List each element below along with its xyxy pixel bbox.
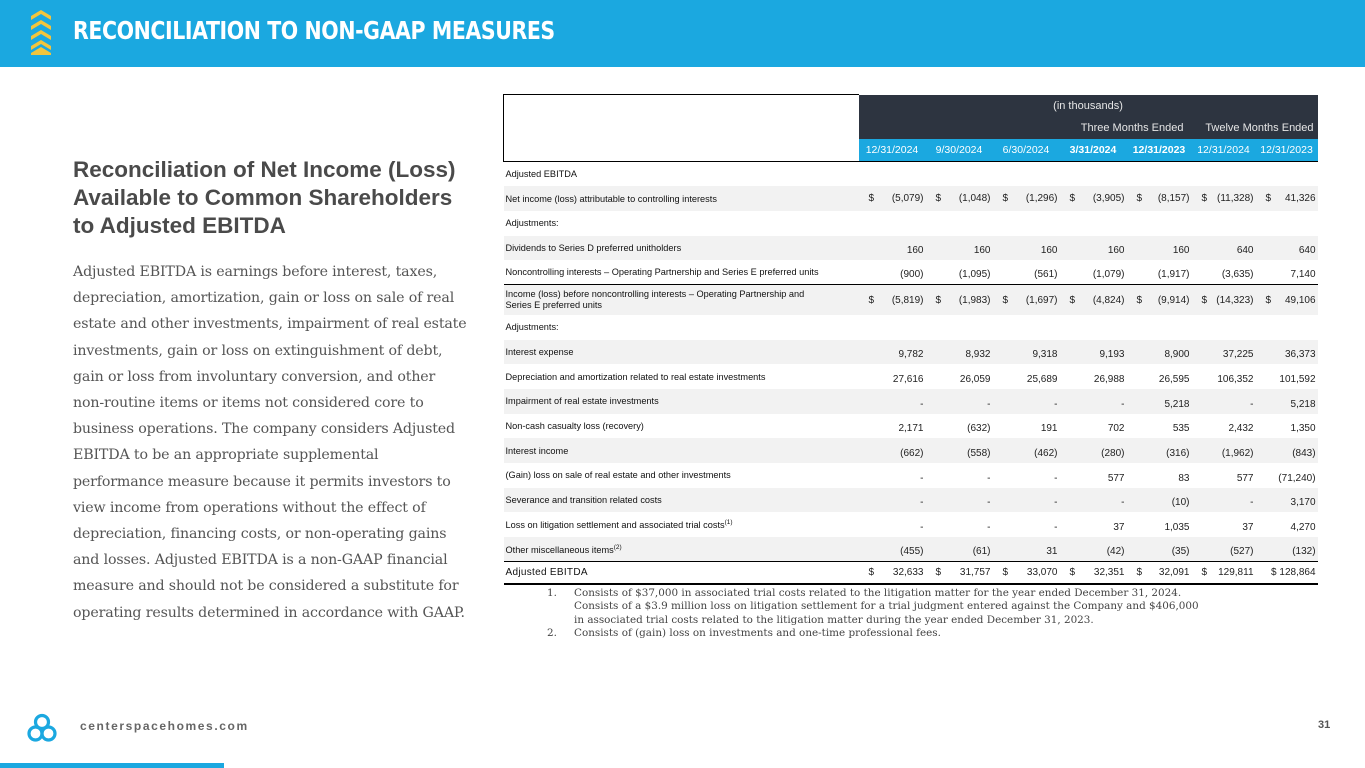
cell-value: (61) xyxy=(926,537,993,562)
table-corner xyxy=(504,95,859,162)
cell-value: (561) xyxy=(993,260,1060,285)
cell-value: 31 xyxy=(993,537,1060,562)
table-row xyxy=(504,236,1318,261)
cell-value: (1,296) xyxy=(1025,193,1058,205)
row-label: (Gain) loss on sale of real estate and other investments xyxy=(505,470,731,481)
table-row xyxy=(504,512,1318,537)
cell-value: 191 xyxy=(1040,423,1058,435)
cell-value: - xyxy=(920,472,924,484)
cell-value: 160 xyxy=(1127,236,1192,261)
row-label: Non-cash casualty loss (recovery) xyxy=(505,421,644,432)
cell-value: - xyxy=(926,389,993,414)
cell-value: 640 xyxy=(1192,236,1256,261)
table-row xyxy=(504,260,1318,285)
cell-value: (132) xyxy=(1256,537,1318,562)
cell-value: (558) xyxy=(926,438,993,463)
cell-value: (1,095) xyxy=(926,260,993,285)
table-row: Net income (loss) attributable to controlling interests $ (5,079) $ (1,048) $ (1,296) $ (3,905) $ (8,157) $ (11,328) $ 41,326 xyxy=(504,186,1318,211)
cell-value: - xyxy=(1060,488,1127,513)
cell-value: (11,328) xyxy=(1216,193,1254,205)
cell-value: - xyxy=(993,389,1060,414)
table-row: Income (loss) before noncontrolling interests – Operating Partnership and Series E preferred units $ (5,819) $ (1,983) $ (1,697) $ (4,824) $ (9,914) $ (14,323) $ 49,106 xyxy=(504,285,1318,315)
group-three-months: Three Months Ended xyxy=(859,117,1192,139)
cell-value: (662) xyxy=(859,438,926,463)
table-row xyxy=(504,537,1318,562)
cell-value: - xyxy=(987,472,991,484)
row-label: Impairment of real estate investments xyxy=(504,389,859,414)
cell-value: 37 xyxy=(1113,522,1125,534)
footnotes xyxy=(547,587,1247,641)
table-row xyxy=(504,340,1318,365)
row-label: Other miscellaneous items$^{(2)}$ xyxy=(504,537,859,562)
row-label: Loss on litigation settlement and associated trial costs$^{(1)}$ xyxy=(505,519,733,531)
cell-value: 4,270 xyxy=(1290,522,1316,534)
table-row xyxy=(504,488,1318,513)
cell-value: 5,218 xyxy=(1127,389,1192,414)
header-bar xyxy=(0,0,1365,67)
cell-value: 41,326 xyxy=(1284,193,1316,205)
row-label: Severance and transition related costs xyxy=(504,488,859,513)
cell-value: 8,900 xyxy=(1127,340,1192,365)
cell-value: (632) xyxy=(967,423,991,435)
cell-value: 83 xyxy=(1178,472,1190,484)
cell-value: - xyxy=(859,389,926,414)
cell-value: 640 xyxy=(1256,236,1318,261)
cell-value: - xyxy=(1192,488,1256,513)
row-label: Adjusted EBITDA xyxy=(504,162,859,187)
row-label: Adjustments: xyxy=(505,218,559,229)
cell-value: (1,697) xyxy=(1025,294,1058,306)
column-header: 12/31/2023 xyxy=(1127,139,1192,162)
row-label: Adjustments: xyxy=(505,322,559,333)
cell-value: 160 xyxy=(993,236,1060,261)
section-heading: Reconciliation of Net Income (Loss) Available to Common Shareholders to Adjusted EBITDA xyxy=(73,157,456,238)
cell-value: 32,091 xyxy=(1158,567,1190,579)
cell-value: 3,170 xyxy=(1256,488,1318,513)
cell-value: (900) xyxy=(859,260,926,285)
cell-value: - xyxy=(1054,472,1058,484)
cell-value: (71,240) xyxy=(1278,472,1316,484)
page-title: RECONCILIATION TO NON-GAAP MEASURES xyxy=(73,16,555,45)
page-number: 31 xyxy=(1318,719,1331,731)
cell-value: 32,633 xyxy=(892,567,924,579)
row-label: Interest income xyxy=(504,438,859,463)
row-label: Income (loss) before noncontrolling interests – Operating Partnership and Series E preferred units xyxy=(504,285,859,315)
centerspace-logo-icon xyxy=(27,713,57,743)
cell-value: (462) xyxy=(993,438,1060,463)
cell-value: (42) xyxy=(1060,537,1127,562)
cell-value: (527) xyxy=(1192,537,1256,562)
cell-value: 1,350 xyxy=(1290,423,1316,435)
cell-value: 8,932 xyxy=(926,340,993,365)
cell-value: (3,905) xyxy=(1092,193,1125,205)
cell-value: 5,218 xyxy=(1256,389,1318,414)
cell-value: 702 xyxy=(1107,423,1125,435)
cell-value: 33,070 xyxy=(1026,567,1058,579)
unit-label: (in thousands) xyxy=(859,95,1318,117)
cell-value: 160 xyxy=(926,236,993,261)
section-body-text: Adjusted EBITDA is earnings before interest, taxes, depreciation, amortization, gain or loss on sale of real estate and other investments, impairment of real estate investments, gain or loss on extinguishment of debt, gain or loss from involuntary conversion, and other non-routine items or items not considered core to business operations. The company considers Adjusted EBITDA to be an appropriate supplemental performance measure because it permits investors to view income from operations without the effect of depreciation, financing costs, or non-operating gains and losses. Adjusted EBITDA is a non-GAAP financial measure and should not be considered a substitute for operating results determined in accordance with GAAP. xyxy=(73,264,467,621)
cell-value: 106,352 xyxy=(1217,374,1254,385)
cell-value: - xyxy=(920,522,924,534)
cell-value: - xyxy=(987,522,991,534)
table-row xyxy=(504,463,1318,488)
cell-value: (455) xyxy=(859,537,926,562)
row-label: Depreciation and amortization related to real estate investments xyxy=(505,371,766,382)
cell-value: 27,616 xyxy=(892,374,924,385)
cell-value: (5,079) xyxy=(891,193,924,205)
table-row xyxy=(504,364,1318,389)
cell-value: - xyxy=(1060,389,1127,414)
cell-value: 2,432 xyxy=(1228,423,1254,435)
column-header: 3/31/2024 xyxy=(1060,139,1127,162)
cell-value: 25,689 xyxy=(1026,374,1058,385)
cell-value: 32,351 xyxy=(1093,567,1125,579)
cell-value: 577 xyxy=(1236,472,1254,484)
cell-value: - xyxy=(1192,389,1256,414)
cell-value: (35) xyxy=(1127,537,1192,562)
cell-value: 577 xyxy=(1107,472,1125,484)
cell-value: (9,914) xyxy=(1157,294,1190,306)
cell-value: 9,318 xyxy=(993,340,1060,365)
cell-value: 26,595 xyxy=(1158,374,1190,385)
column-header: 6/30/2024 xyxy=(993,139,1060,162)
cell-value: 37,225 xyxy=(1192,340,1256,365)
cell-value: (1,048) xyxy=(958,193,991,205)
cell-value: 26,059 xyxy=(959,374,991,385)
row-label: Net income (loss) attributable to controlling interests xyxy=(504,186,859,211)
chevron-stack-icon xyxy=(31,9,51,55)
table-row-total: Adjusted EBITDA $ 32,633 $ 31,757 $ 33,070 $ 32,351 $ 32,091 $ 129,811 $ 128,864 xyxy=(504,562,1318,584)
cell-value: 535 xyxy=(1172,423,1190,435)
website-link[interactable]: centerspacehomes.com xyxy=(80,719,249,733)
row-label: Adjusted EBITDA xyxy=(504,562,859,584)
cell-value: (1,917) xyxy=(1127,260,1192,285)
group-twelve-months: Twelve Months Ended xyxy=(1192,117,1318,139)
cell-value: (316) xyxy=(1127,438,1192,463)
row-label: Interest expense xyxy=(504,340,859,365)
reconciliation-table xyxy=(503,94,1317,585)
table-row xyxy=(504,315,1318,340)
cell-value: - xyxy=(1054,522,1058,534)
row-label: Noncontrolling interests – Operating Partnership and Series E preferred units xyxy=(504,260,859,285)
table-row xyxy=(504,414,1318,439)
footnote-2: 2. Consists of (gain) loss on investments and one-time professional fees. xyxy=(547,627,941,640)
cell-value: (8,157) xyxy=(1157,193,1190,205)
cell-value: 36,373 xyxy=(1256,340,1318,365)
cell-value: 160 xyxy=(859,236,926,261)
cell-value: - xyxy=(926,488,993,513)
cell-value: 160 xyxy=(1060,236,1127,261)
table-row xyxy=(504,389,1318,414)
cell-value: (10) xyxy=(1127,488,1192,513)
cell-value: (1,983) xyxy=(958,294,991,306)
cell-value: (1,962) xyxy=(1192,438,1256,463)
cell-value: 37 xyxy=(1242,522,1254,534)
cell-value: - xyxy=(993,488,1060,513)
cell-value: - xyxy=(859,488,926,513)
cell-value: (5,819) xyxy=(891,294,924,306)
cell-value: 9,193 xyxy=(1060,340,1127,365)
table-row xyxy=(504,438,1318,463)
column-header: 12/31/2024 xyxy=(859,139,926,162)
cell-value: (3,635) xyxy=(1192,260,1256,285)
cell-value: 26,988 xyxy=(1093,374,1125,385)
cell-value: (1,079) xyxy=(1060,260,1127,285)
cell-value: (14,323) xyxy=(1216,294,1254,306)
row-label: Dividends to Series D preferred unitholders xyxy=(504,236,859,261)
cell-value: (4,824) xyxy=(1092,294,1125,306)
cell-value: 129,811 xyxy=(1218,567,1254,579)
table-row xyxy=(504,211,1318,236)
cell-value: (280) xyxy=(1060,438,1127,463)
cell-value: 2,171 xyxy=(898,423,924,435)
cell-value: 101,592 xyxy=(1279,374,1316,385)
cell-value: 1,035 xyxy=(1164,522,1190,534)
footnote-1: 1. Consists of $37,000 in associated trial costs related to the litigation matter for the year ended December 31, 2024. Consists of a $3.9 million loss on litigation settlement for a trial judgment entered against the Company and $406,000 in associated trial costs related to the litigation matter during the year ended December 31, 2023. xyxy=(547,587,1199,626)
cell-value: (843) xyxy=(1256,438,1318,463)
table-row xyxy=(504,162,1318,187)
cell-value: 49,106 xyxy=(1284,294,1316,306)
cell-value: 31,757 xyxy=(959,567,991,579)
cell-value: $ 128,864 xyxy=(1256,562,1318,584)
cell-value: 7,140 xyxy=(1256,260,1318,285)
footer-accent-bar xyxy=(0,763,224,768)
column-header: 12/31/2023 xyxy=(1256,139,1318,162)
cell-value: 9,782 xyxy=(859,340,926,365)
column-header: 9/30/2024 xyxy=(926,139,993,162)
column-header: 12/31/2024 xyxy=(1192,139,1256,162)
